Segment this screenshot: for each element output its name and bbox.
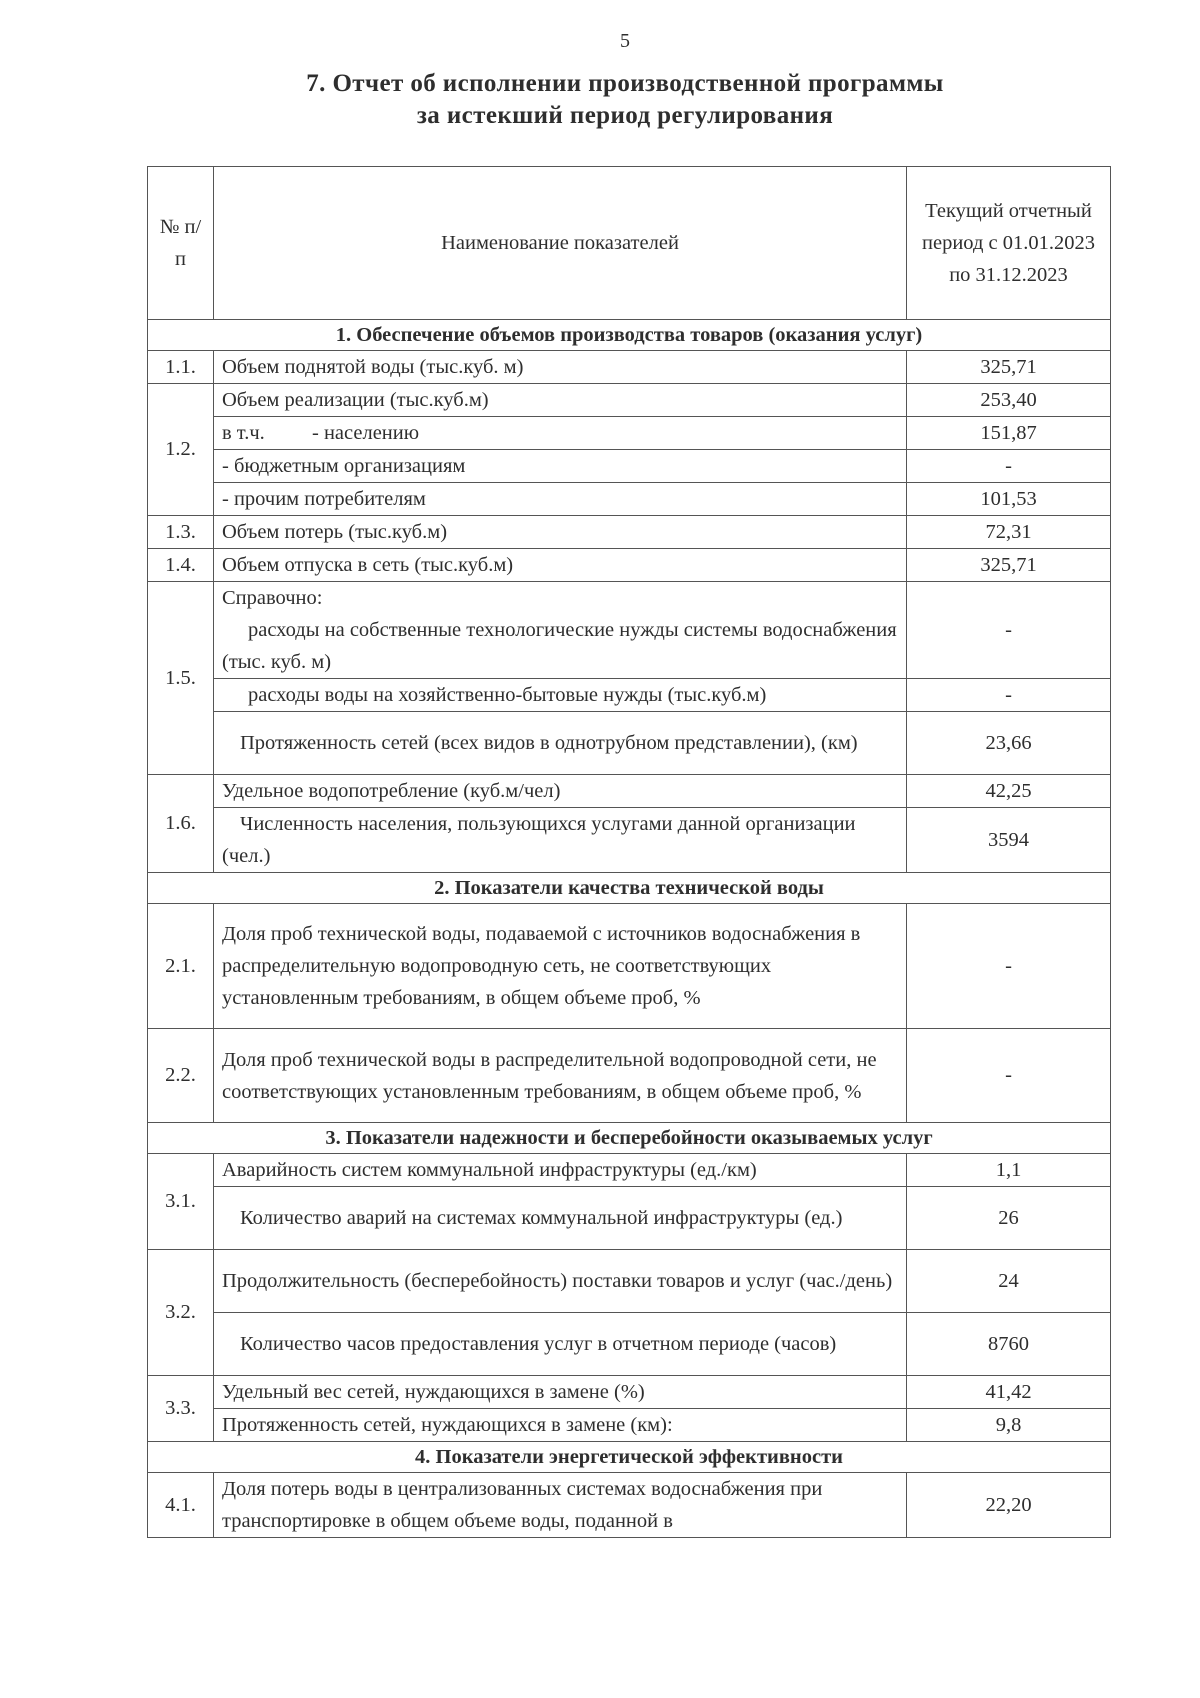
table-row [148, 808, 1111, 873]
row-name: Удельный вес сетей, нуждающихся в замене (%) [214, 1376, 907, 1409]
row-value: 1,1 [907, 1154, 1111, 1187]
row-value: - [907, 904, 1111, 1029]
row-value: 26 [907, 1187, 1111, 1250]
row-name: Протяженность сетей, нуждающихся в замене (км): [214, 1409, 907, 1442]
row-value: 325,71 [907, 549, 1111, 582]
row-name-text: - населению [312, 422, 420, 444]
row-name: Доля проб технической воды в распределительной водопроводной сети, не соответствующих установленным требованиям, в общем объеме проб, % [214, 1029, 907, 1123]
row-value: 23,66 [907, 712, 1111, 775]
row-name: Протяженность сетей (всех видов в однотрубном представлении), (км) [214, 712, 907, 775]
table-row [148, 582, 1111, 679]
row-name: - бюджетным организациям [214, 450, 907, 483]
section-heading [148, 1123, 1111, 1154]
row-number: 1.5. [148, 582, 214, 775]
title-line-2: за истекший период регулирования [416, 102, 834, 129]
row-value: 9,8 [907, 1409, 1111, 1442]
section-1-title: 1. Обеспечение объемов производства товаров (оказания услуг) [148, 320, 1111, 351]
row-name: Численность населения, пользующихся услугами данной организации (чел.) [214, 808, 907, 873]
row-number: 3.2. [148, 1250, 214, 1376]
table-row [148, 1250, 1111, 1313]
row-value: 24 [907, 1250, 1111, 1313]
table-row [148, 450, 1111, 483]
section-heading [148, 873, 1111, 904]
table-row [148, 483, 1111, 516]
table-row [148, 679, 1111, 712]
section-2-title: 2. Показатели качества технической воды [148, 873, 1111, 904]
row-number: 1.6. [148, 775, 214, 873]
table-row [148, 384, 1111, 417]
row-value: - [907, 582, 1111, 679]
row-name: Объем отпуска в сеть (тыс.куб.м) [214, 549, 907, 582]
row-number: 1.3. [148, 516, 214, 549]
row-name: Количество часов предоставления услуг в отчетном периоде (часов) [214, 1313, 907, 1376]
header-num: № п/п [148, 167, 214, 320]
row-name: Объем поднятой воды (тыс.куб. м) [214, 351, 907, 384]
row-value: 42,25 [907, 775, 1111, 808]
row-value: 72,31 [907, 516, 1111, 549]
table-row [148, 516, 1111, 549]
section-heading [148, 320, 1111, 351]
table-row [148, 1376, 1111, 1409]
row-name: Количество аварий на системах коммунальной инфраструктуры (ед.) [214, 1187, 907, 1250]
table-row [148, 1409, 1111, 1442]
row-prefix: в т.ч. [222, 422, 265, 444]
table-row [148, 1313, 1111, 1376]
row-number: 1.2. [148, 384, 214, 516]
page-title [0, 68, 1200, 132]
table-row [148, 904, 1111, 1029]
row-name: Объем реализации (тыс.куб.м) [214, 384, 907, 417]
table-row [148, 549, 1111, 582]
table-row [148, 1029, 1111, 1123]
header-period: Текущий отчетный период с 01.01.2023 по 31.12.2023 [907, 167, 1111, 320]
row-value: 101,53 [907, 483, 1111, 516]
row-value: 3594 [907, 808, 1111, 873]
row-value: 41,42 [907, 1376, 1111, 1409]
table-row [148, 1154, 1111, 1187]
header-name: Наименование показателей [214, 167, 907, 320]
row-name: расходы воды на хозяйственно-бытовые нужды (тыс.куб.м) [214, 679, 907, 712]
row-label: Справочно: [222, 587, 323, 609]
row-name: Продолжительность (бесперебойность) поставки товаров и услуг (час./день) [214, 1250, 907, 1313]
row-number: 3.1. [148, 1154, 214, 1250]
table-row [148, 775, 1111, 808]
section-heading [148, 1442, 1111, 1473]
table-row [148, 1187, 1111, 1250]
row-name: Объем потерь (тыс.куб.м) [214, 516, 907, 549]
table-row [148, 712, 1111, 775]
table-row [148, 351, 1111, 384]
row-value: 151,87 [907, 417, 1111, 450]
row-name: Удельное водопотребление (куб.м/чел) [214, 775, 907, 808]
row-name-text: расходы на собственные технологические нужды системы водоснабжения (тыс. куб. м) [222, 619, 897, 673]
row-number: 2.2. [148, 1029, 214, 1123]
row-number: 3.3. [148, 1376, 214, 1442]
row-value: - [907, 450, 1111, 483]
report-table [147, 166, 1111, 1538]
row-name [214, 417, 907, 450]
section-3-title: 3. Показатели надежности и бесперебойности оказываемых услуг [148, 1123, 1111, 1154]
row-number: 1.4. [148, 549, 214, 582]
row-value: - [907, 1029, 1111, 1123]
row-value: 8760 [907, 1313, 1111, 1376]
row-name: - прочим потребителям [214, 483, 907, 516]
row-name: Аварийность систем коммунальной инфраструктуры (ед./км) [214, 1154, 907, 1187]
row-value: 22,20 [907, 1473, 1111, 1538]
table-header-row [148, 167, 1111, 320]
row-name [214, 582, 907, 679]
row-value: 253,40 [907, 384, 1111, 417]
row-number: 2.1. [148, 904, 214, 1029]
table-row [148, 1473, 1111, 1538]
row-number: 4.1. [148, 1473, 214, 1538]
row-name: Доля проб технической воды, подаваемой с источников водоснабжения в распределительную водопроводную сеть, не соответствующих установленным требованиям, в общем объеме проб, % [214, 904, 907, 1029]
table-row [148, 417, 1111, 450]
row-name: Доля потерь воды в централизованных системах водоснабжения при транспортировке в общем объеме воды, поданной в [214, 1473, 907, 1538]
row-number: 1.1. [148, 351, 214, 384]
row-value: 325,71 [907, 351, 1111, 384]
title-line-1: 7. Отчет об исполнении производственной программы [306, 70, 944, 97]
page-number: 5 [620, 30, 630, 52]
row-value: - [907, 679, 1111, 712]
section-4-title: 4. Показатели энергетической эффективности [148, 1442, 1111, 1473]
